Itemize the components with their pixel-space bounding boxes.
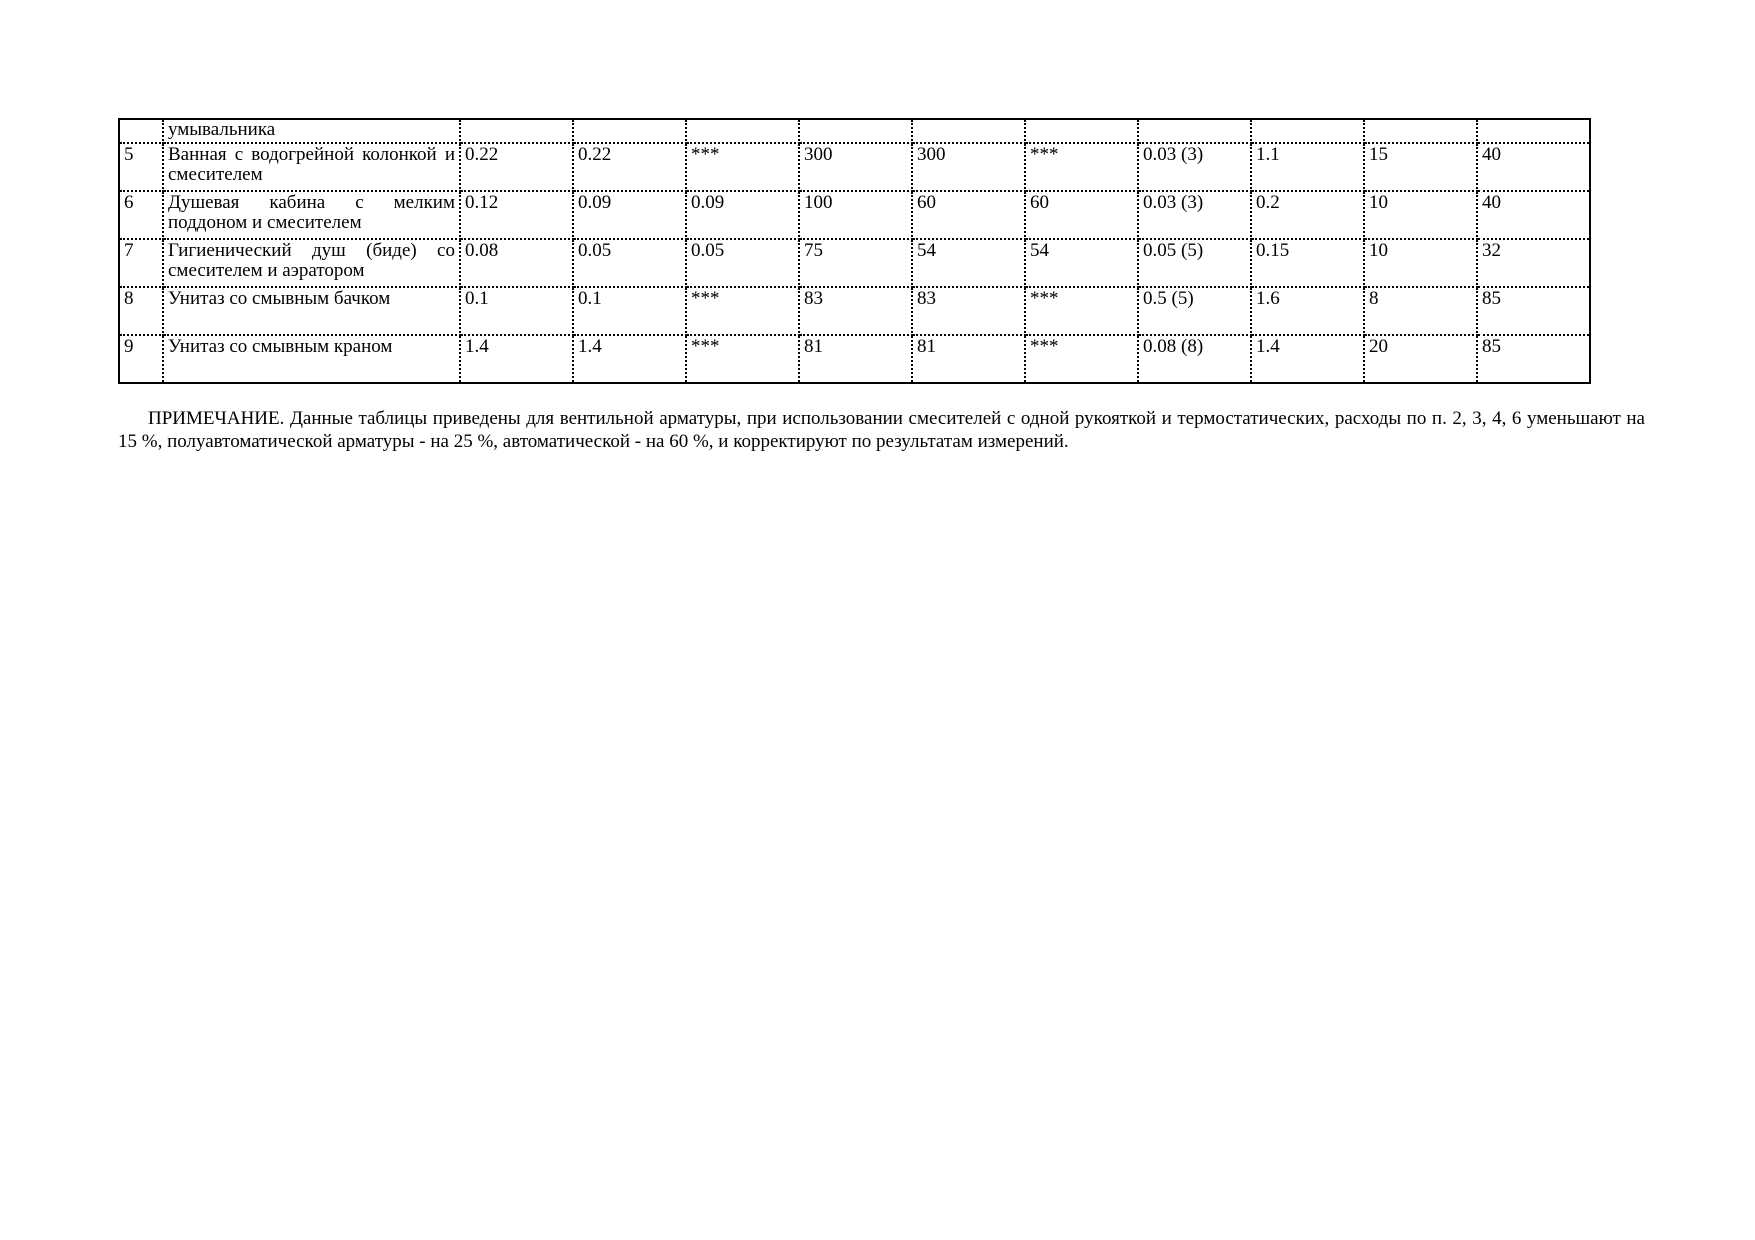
cell-value: 0.03 (3) xyxy=(1138,191,1251,239)
table-row xyxy=(119,143,1590,191)
cell-value xyxy=(1364,119,1477,143)
cell-value: 1.1 xyxy=(1251,143,1364,191)
cell-value: *** xyxy=(686,335,799,383)
cell-value: 0.08 xyxy=(460,239,573,287)
cell-value: 0.1 xyxy=(573,287,686,335)
cell-value: 1.4 xyxy=(1251,335,1364,383)
cell-value: 81 xyxy=(912,335,1025,383)
cell-value: 85 xyxy=(1477,335,1590,383)
cell-value: 83 xyxy=(799,287,912,335)
cell-value: 54 xyxy=(1025,239,1138,287)
cell-value: 0.15 xyxy=(1251,239,1364,287)
cell-value xyxy=(573,119,686,143)
cell-value: *** xyxy=(1025,335,1138,383)
cell-number: 6 xyxy=(119,191,163,239)
cell-value: 32 xyxy=(1477,239,1590,287)
cell-value: 0.09 xyxy=(686,191,799,239)
table-row xyxy=(119,335,1590,383)
fixtures-table xyxy=(118,118,1591,384)
cell-value xyxy=(460,119,573,143)
cell-number: 5 xyxy=(119,143,163,191)
cell-value: 1.4 xyxy=(460,335,573,383)
cell-value: 0.5 (5) xyxy=(1138,287,1251,335)
cell-value: 0.12 xyxy=(460,191,573,239)
cell-value: 75 xyxy=(799,239,912,287)
cell-value: 1.4 xyxy=(573,335,686,383)
cell-number: 9 xyxy=(119,335,163,383)
cell-value: 0.2 xyxy=(1251,191,1364,239)
table-row-continuation xyxy=(119,119,1590,143)
cell-value: 0.05 xyxy=(686,239,799,287)
cell-number: 8 xyxy=(119,287,163,335)
cell-value: 10 xyxy=(1364,239,1477,287)
cell-number: 7 xyxy=(119,239,163,287)
cell-value: 0.22 xyxy=(460,143,573,191)
cell-value: *** xyxy=(1025,143,1138,191)
cell-value xyxy=(1025,119,1138,143)
cell-value: 0.03 (3) xyxy=(1138,143,1251,191)
cell-value: 300 xyxy=(799,143,912,191)
cell-number xyxy=(119,119,163,143)
cell-value: 60 xyxy=(1025,191,1138,239)
cell-value xyxy=(1251,119,1364,143)
cell-value: 0.05 (5) xyxy=(1138,239,1251,287)
cell-value: *** xyxy=(686,287,799,335)
cell-value: 81 xyxy=(799,335,912,383)
table-row xyxy=(119,287,1590,335)
cell-value: 0.08 (8) xyxy=(1138,335,1251,383)
cell-value: 20 xyxy=(1364,335,1477,383)
cell-description: умывальника xyxy=(163,119,460,143)
cell-description: Душевая кабина с мелким поддоном и смесителем xyxy=(163,191,460,239)
cell-value: 0.22 xyxy=(573,143,686,191)
cell-value xyxy=(799,119,912,143)
table-body xyxy=(119,119,1590,383)
table-note: ПРИМЕЧАНИЕ. Данные таблицы приведены для вентильной арматуры, при использовании смесителей с одной рукояткой и термостатических, расходы по п. 2, 3, 4, 6 уменьшают на 15 %, полуавтоматической арматуры - на 25 %, автоматической - на 60 %, и корректируют по результатам измерений. xyxy=(118,408,1645,452)
cell-value: 300 xyxy=(912,143,1025,191)
cell-value: 40 xyxy=(1477,191,1590,239)
cell-description: Гигиенический душ (биде) со смесителем и аэратором xyxy=(163,239,460,287)
cell-value: 10 xyxy=(1364,191,1477,239)
cell-value: 40 xyxy=(1477,143,1590,191)
cell-value xyxy=(912,119,1025,143)
cell-value xyxy=(686,119,799,143)
cell-value: 54 xyxy=(912,239,1025,287)
table-row xyxy=(119,191,1590,239)
cell-description: Унитаз со смывным бачком xyxy=(163,287,460,335)
cell-value: 0.09 xyxy=(573,191,686,239)
cell-value: 8 xyxy=(1364,287,1477,335)
cell-value: 1.6 xyxy=(1251,287,1364,335)
cell-value xyxy=(1138,119,1251,143)
table-row xyxy=(119,239,1590,287)
cell-value xyxy=(1477,119,1590,143)
cell-value: 0.05 xyxy=(573,239,686,287)
cell-description: Унитаз со смывным краном xyxy=(163,335,460,383)
cell-value: 60 xyxy=(912,191,1025,239)
cell-value: 85 xyxy=(1477,287,1590,335)
cell-value: 15 xyxy=(1364,143,1477,191)
cell-value: 100 xyxy=(799,191,912,239)
cell-value: 83 xyxy=(912,287,1025,335)
cell-value: 0.1 xyxy=(460,287,573,335)
cell-value: *** xyxy=(686,143,799,191)
cell-description: Ванная с водогрейной колонкой и смесителем xyxy=(163,143,460,191)
cell-value: *** xyxy=(1025,287,1138,335)
